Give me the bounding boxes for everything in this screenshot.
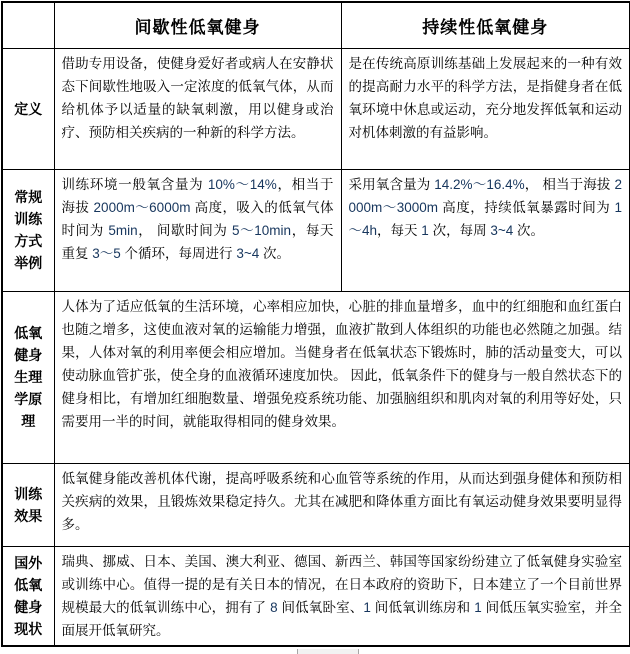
cell-physiology-principle: 人体为了适应低氧的生活环境，心率相应加快，心脏的排血量增多，血中的红细胞和血红蛋白也随之增多，这使血液对氧的运输能力增强，血液扩散到人体组织的功能也必然随之加强。结果，人体对氧的利用率便会相应增加。当健身者在低氧状态下锻炼时，肺的活动量变大，可以使动脉血管扩张，使全身的血液循环速度加快。 因此，低氧条件下的健身与一般自然状态下的健身相比，有增加红细胞数量、增强免疫系统功能、加强脑组织和肌肉对氧的利用等好处，只需要用一半的时间，就能取得相同的健身效果。	[54, 291, 630, 463]
row-label-training-effect: 训练效果	[2, 463, 54, 546]
cell-methods-intermittent: 训练环境一般氧含量为 10%～14%，相当于海拔 2000m～6000m 高度，吸入的低氧气体时间为 5min， 间歇时间为 5～10min，每天重复 3～5 个循环，每周进行 3~4 次。	[54, 169, 341, 291]
cell-definition-intermittent: 借助专用设备，使健身爱好者或病人在安静状态下间歇性地吸入一定浓度的低氧气体，从而给机体予以适量的缺氧刺激，用以健身或治疗、预防相关疾病的一种新的科学方法。	[54, 48, 341, 169]
hypoxia-comparison-table	[1, 1, 630, 647]
table-row-foreign-status	[2, 546, 630, 646]
table-row-physiology-principle	[2, 291, 630, 463]
row-label-physiology-principle: 低氧健身生理学原理	[2, 291, 54, 463]
column-header-intermittent: 间歇性低氧健身	[54, 2, 341, 48]
row-label-definition: 定义	[2, 48, 54, 169]
cell-methods-continuous: 采用氧含量为 14.2%～16.4%， 相当于海拔 2000m～3000m 高度，持续低氧暴露时间为 1～4h，每天 1 次，每周 3~4 次。	[341, 169, 630, 291]
table-row-training-effect	[2, 463, 630, 546]
table-row-definition	[2, 48, 630, 169]
cell-training-effect: 低氧健身能改善机体代谢，提高呼吸系统和心血管等系统的作用，从而达到强身健体和预防相关疾病的效果，且锻炼效果稳定持久。尤其在减肥和降体重方面比有氧运动健身效果要明显得多。	[54, 463, 630, 546]
table-row-training-methods	[2, 169, 630, 291]
cell-foreign-status: 瑞典、挪威、日本、美国、澳大利亚、德国、新西兰、韩国等国家纷纷建立了低氧健身实验室或训练中心。值得一提的是有关日本的情况，在日本政府的资助下，日本建立了一个目前世界规模最大的低氧训练中心，拥有了 8 间低氧卧室、1 间低氧训练房和 1 间低压氧实验室，并全面展开低氧研究。	[54, 546, 630, 646]
cell-definition-continuous: 是在传统高原训练基础上发展起来的一种有效的提高耐力水平的科学方法，是指健身者在低氧环境中休息或运动，充分地发挥低氧和运动对机体刺激的有益影响。	[341, 48, 630, 169]
partial-element-below-table	[297, 649, 359, 654]
row-label-foreign-status: 国外低氧健身现状	[2, 546, 54, 646]
row-label-training-methods: 常规训练方式举例	[2, 169, 54, 291]
column-header-continuous: 持续性低氧健身	[341, 2, 630, 48]
corner-header-cell	[2, 2, 54, 48]
table-header-row	[2, 2, 630, 48]
